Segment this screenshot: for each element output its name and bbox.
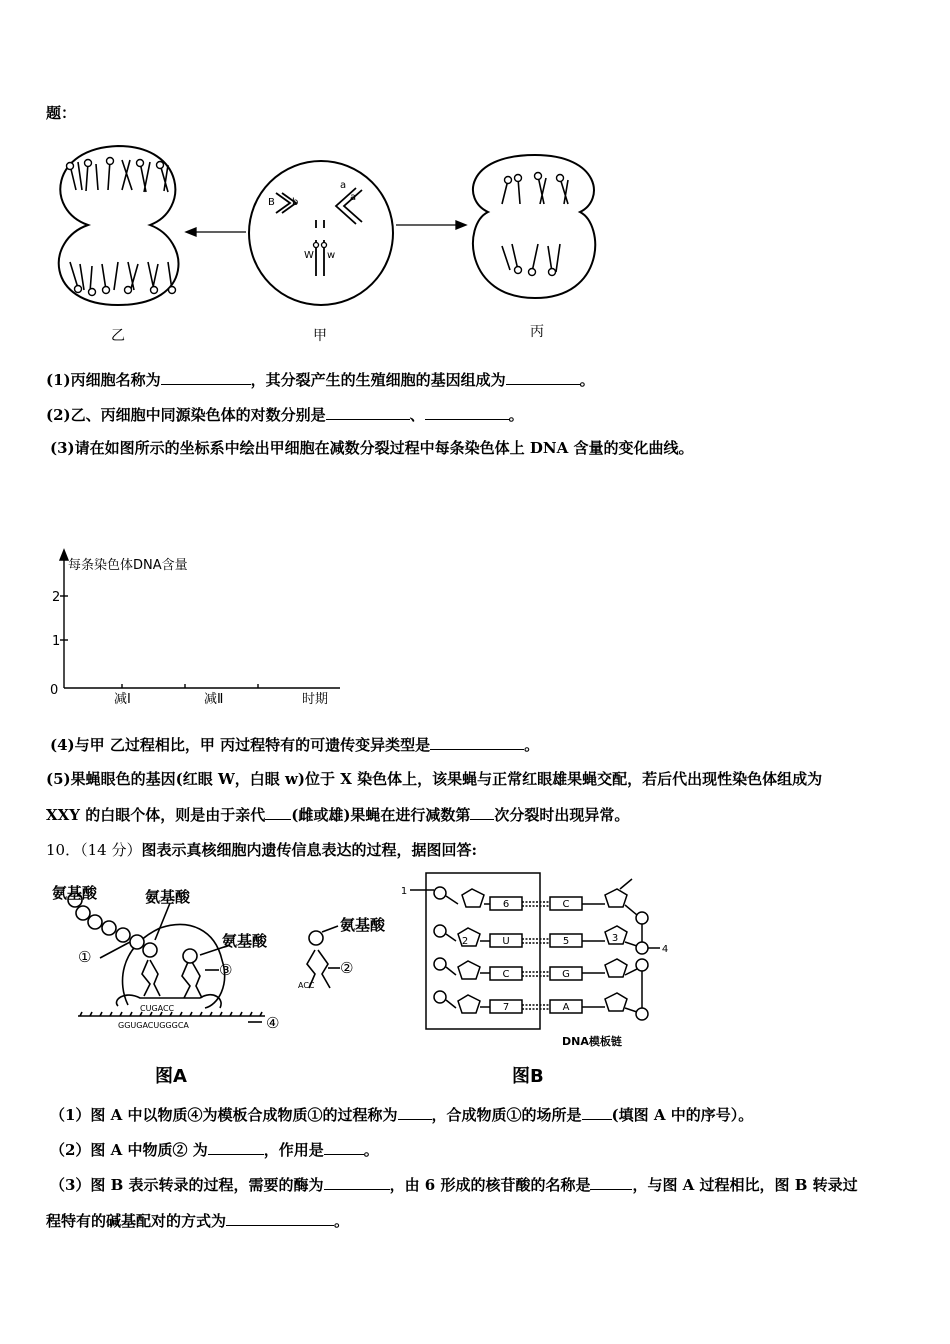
answer-blank[interactable] [590, 1174, 632, 1190]
label-n2: 2 [461, 936, 469, 947]
gene-W: W [304, 250, 314, 261]
gene-w: w [327, 250, 336, 261]
amino-acid-label: 氨基酸 [340, 916, 386, 934]
label-n3: 3 [611, 933, 619, 944]
label-1: ① [78, 948, 92, 966]
figure-a [68, 893, 340, 1022]
base-right-4: A [562, 1002, 570, 1013]
answer-blank[interactable] [582, 1104, 612, 1120]
base-left-4: 7 [502, 1002, 510, 1013]
label-n4: 4 [661, 944, 669, 955]
mrna-sequence: GGUGACUGGGCA [118, 1021, 189, 1030]
figure-a-labels [52, 884, 386, 950]
y-tick-2: 2 [52, 590, 61, 605]
gene-B: B [268, 197, 275, 208]
figure-a-numbers [78, 948, 353, 1032]
answer-blank[interactable] [324, 1174, 390, 1190]
answer-blank[interactable] [324, 1139, 364, 1155]
x-tick-meiosis-1: 减Ⅰ [114, 692, 131, 707]
sub-question-3-line-2: 程特有的碱基配对的方式为 。 [46, 1212, 350, 1230]
base-right-3: G [562, 969, 570, 980]
question-3: (3)请在如图所示的坐标系中绘出甲细胞在减数分裂过程中每条染色体上 DNA 含量的变化曲线。 [50, 439, 694, 457]
label-n1: 1 [400, 886, 408, 897]
y-tick-0: 0 [50, 683, 59, 698]
cell-label-jia: 甲 [313, 328, 327, 344]
gene-a1: a [340, 180, 347, 191]
sub-question-3-line-1: （3）图 B 表示转录的过程，需要的酶为 ，由 6 形成的核苷酸的名称是 ，与图 A 过程相比，图 B 转录过 [50, 1176, 858, 1194]
base-right-1: C [562, 899, 570, 910]
answer-blank[interactable] [226, 1210, 334, 1226]
figure-b [410, 873, 660, 1029]
label-2: ② [340, 959, 354, 977]
base-left-1: 6 [502, 899, 510, 910]
answer-blank[interactable] [398, 1104, 432, 1120]
figure-b-caption: 图B [512, 1066, 544, 1087]
figure-a-caption: 图A [155, 1066, 187, 1087]
amino-acid-label: 氨基酸 [145, 888, 191, 906]
sub-question-2: （2）图 A 中物质② 为 ，作用是 。 [50, 1141, 379, 1159]
base-left-3: C [502, 969, 510, 980]
question-5-line-1: (5)果蝇眼色的基因(红眼 W，白眼 w)位于 X 染色体上，该果蝇与正常红眼雄果蝇交配，若后代出现性染色体组成为 [46, 770, 823, 788]
base-left-2: U [502, 936, 510, 947]
answer-blank[interactable] [208, 1139, 264, 1155]
x-axis-label: 时期 [302, 692, 329, 707]
dna-template-label: DNA模板链 [562, 1035, 622, 1048]
y-tick-1: 1 [52, 634, 61, 649]
gene-a2: a [350, 192, 357, 203]
amino-acid-label: 氨基酸 [222, 932, 268, 950]
question-2: (2)乙、丙细胞中同源染色体的对数分别是 、 。 [46, 406, 524, 424]
label-3: ③ [219, 961, 233, 979]
question-1: (1)丙细胞名称为 ，其分裂产生的生殖细胞的基因组成为 。 [46, 371, 595, 389]
gene-b: b [292, 197, 299, 208]
anticodon-text: ACC [298, 981, 315, 990]
question-10-heading: 10．（14 分）图表示真核细胞内遗传信息表达的过程，据图回答: [46, 841, 477, 859]
base-right-2: 5 [562, 936, 570, 947]
question-4: (4)与甲 乙过程相比，甲 丙过程特有的可遗传变异类型是 。 [50, 736, 540, 754]
cell-label-bing: 丙 [530, 324, 544, 340]
x-tick-meiosis-2: 减Ⅱ [204, 692, 224, 707]
codon-text: CUGACC [140, 1004, 175, 1013]
cell-label-yi: 乙 [111, 328, 125, 344]
question-5-line-2: XXY 的白眼个体，则是由于亲代 (雌或雄)果蝇在进行减数第 次分裂时出现异常。 [46, 806, 630, 824]
amino-acid-label: 氨基酸 [52, 884, 98, 902]
label-4: ④ [266, 1014, 280, 1032]
sub-question-1: （1）图 A 中以物质④为模板合成物质①的过程称为 ，合成物质①的场所是 (填图 A 中的序号）。 [50, 1106, 754, 1124]
y-axis-label: 每条染色体DNA含量 [68, 558, 188, 573]
section-heading: 题： [46, 104, 77, 122]
